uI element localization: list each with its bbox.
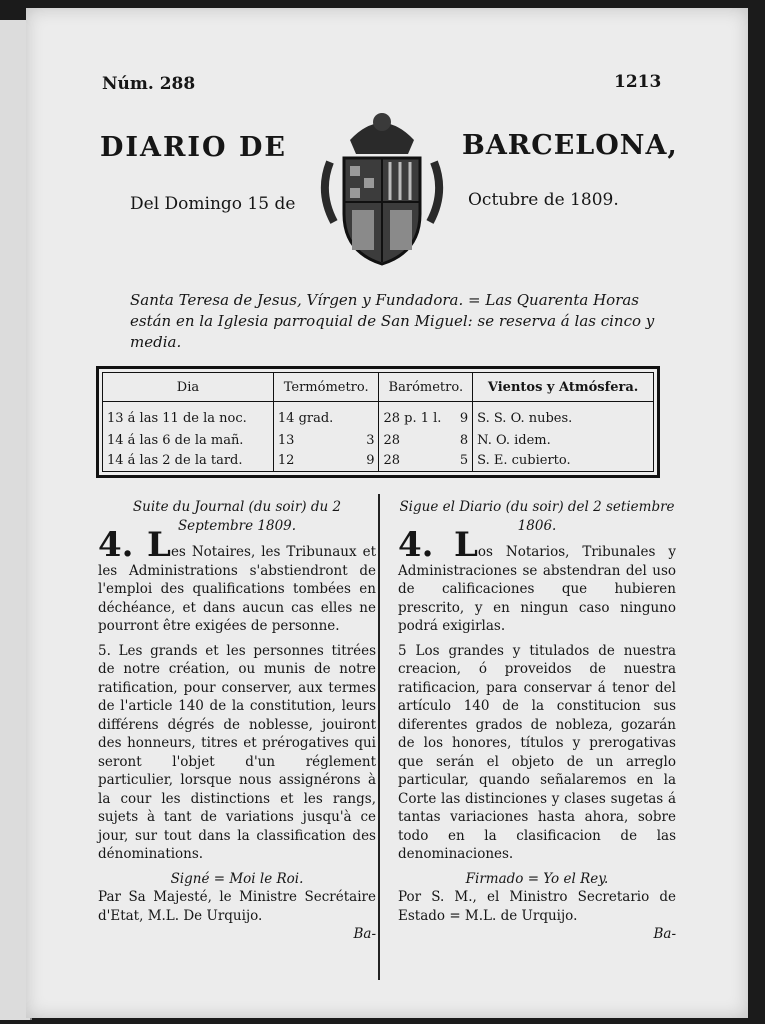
minister-line: Par Sa Majesté, le Ministre Secrétaire d'Etat, M.L. De Urquijo. [98, 889, 376, 924]
page-number: 1213 [614, 72, 662, 92]
cell-wind: S. E. cubierto. [477, 453, 571, 469]
article-5: 5. Les grands et les personnes titrées de notre création, ou munis de notre ratification, pour conserver, aux termes de l'article 140 de la constitution, leurs différens dégrés de noblesse, jouiront des honneurs, titres et prérogatives qui seront l'objet d'un réglement particulier, lorsque nous assignérons à la cour les distinctions et les rangs, sujets à tant de variations jusqu'à ce jour, sur tout dans la classification des dénominations. [98, 642, 376, 862]
signature: Firmado = Yo el Rey. [465, 870, 609, 887]
article-5: 5 Los grandes y titulados de nuestra creacion, ó proveidos de nuestra ratificacion, para conservar á tenor del artículo 140 de la constitucion sus diferentes grados de nobleza, gozarán de los honores, títulos y prerogativas que serán el objeto de un arreglo particular, quando señalaremos en la Corte las distinciones y clases sugetas á tantas variaciones hasta ahora, sobre todo en la clasificacion de las denominaciones. [398, 642, 676, 862]
cell-barometer: 28 8 [379, 430, 473, 451]
masthead-title-right: BARCELONA, [462, 130, 678, 161]
catchword: Ba- [653, 926, 676, 942]
table-row [103, 450, 654, 471]
cell-thermometer: 12 9 [273, 450, 379, 471]
saint-notice: Santa Teresa de Jesus, Vírgen y Fundadora. = Las Quarenta Horas están en la Iglesia parroquial de San Miguel: se reserva á las cinco y media. [130, 291, 655, 351]
signature: Signé = Moi le Roi. [170, 870, 304, 887]
cell-day: 13 á las 11 de la noc. [103, 402, 274, 430]
cell-day: 14 á las 6 de la mañ. [103, 430, 274, 451]
newspaper-page [26, 8, 748, 1018]
coat-of-arms-icon [310, 102, 454, 272]
spanish-column [398, 498, 676, 944]
weather-table [96, 366, 660, 478]
table-row [103, 430, 654, 451]
minister-line: Por S. M., el Ministro Secretario de Estado = M.L. de Urquijo. [398, 889, 676, 924]
column-heading: Sigue el Diario (du soir) del 2 setiembre 1806. [399, 499, 675, 534]
cell-barometer: 28 p. 1 l. 9 [379, 402, 473, 430]
cell-wind: S. S. O. nubes. [477, 411, 573, 427]
catchword: Ba- [353, 926, 376, 942]
header-day: Dia [103, 373, 274, 402]
header-thermometer: Termómetro. [273, 373, 379, 402]
column-divider [378, 494, 380, 980]
issue-number: Núm. 288 [102, 74, 196, 94]
cell-wind: N. O. idem. [477, 432, 551, 448]
cell-day: 14 á las 2 de la tard. [103, 450, 274, 471]
header-barometer: Barómetro. [379, 373, 473, 402]
date-left: Del Domingo 15 de [130, 194, 296, 214]
article-4: 4. Les Notaires, les Tribunaux et les Administrations s'abstiendront de l'emploi des qualifications tombées en déchéance, et dans aucun cas elles ne pourront être exigées de personne. [98, 525, 376, 634]
date-right: Octubre de 1809. [468, 190, 619, 210]
article-4: 4. Los Notarios, Tribunales y Administraciones se abstendran del uso de calificaciones que hubieren prescrito, y en ningun caso ninguno podrá exigirlas. [398, 525, 676, 634]
table-row [103, 402, 654, 430]
masthead-title-left: DIARIO DE [100, 132, 287, 163]
cell-barometer: 28 5 [379, 450, 473, 471]
french-column [98, 498, 376, 944]
header-winds: Vientos y Atmósfera. [473, 373, 654, 402]
cell-thermometer: 13 3 [273, 430, 379, 451]
cell-thermometer: 14 grad. [273, 402, 379, 430]
column-heading: Suite du Journal (du soir) du 2 Septembre 1809. [132, 499, 342, 534]
